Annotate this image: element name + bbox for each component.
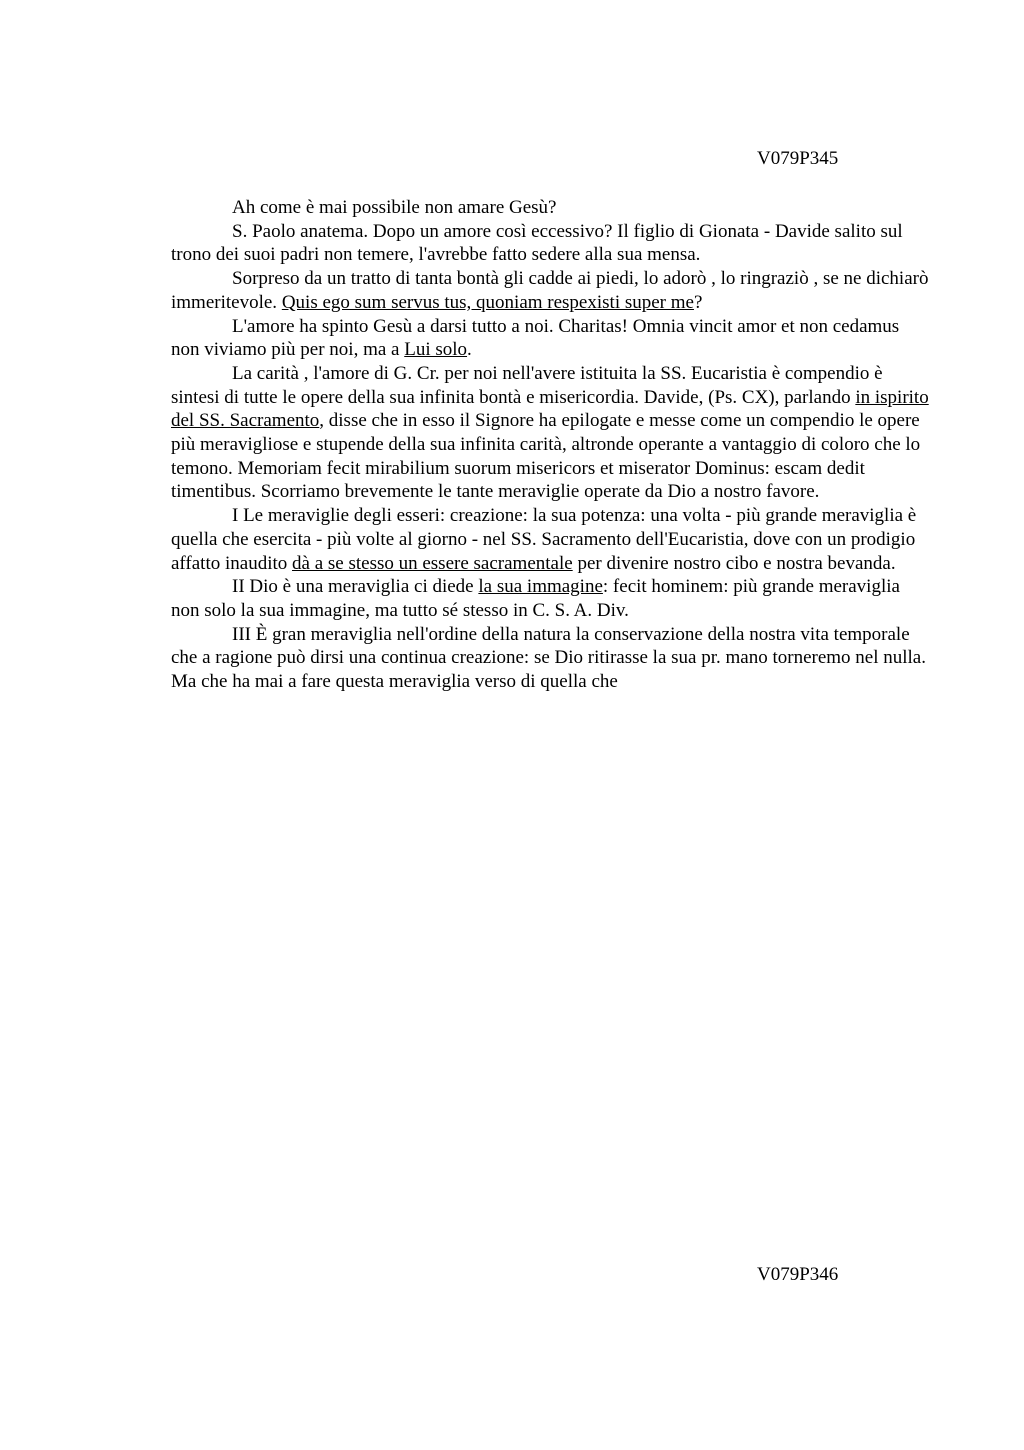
paragraph [171, 623, 929, 694]
body-text [171, 196, 929, 694]
paragraph-text: Ah come è mai possibile non amare Gesù? [232, 197, 557, 218]
underlined-text: dà a se stesso un essere sacramentale [292, 552, 573, 574]
paragraph-text: La carità , l'amore di G. Cr. per noi nell'avere istituita la SS. Eucaristia è compendio è sintesi di tutte le opere della sua infinita bontà e misericordia. Davide, (Ps. CX), parlando [171, 362, 883, 408]
underlined-text: in ispirito del SS. Sacramento [171, 386, 929, 432]
underlined-text: Quis ego sum servus tus, quoniam respexisti super me [281, 291, 694, 313]
paragraph-text: III È gran meraviglia nell'ordine della natura la conservazione della nostra vita temporale che a ragione può dirsi una continua creazione: se Dio ritirasse la sua pr. mano torneremo nel nulla. Ma che ha mai a fare questa meraviglia verso di quella che [171, 623, 926, 693]
paragraph-text: . [467, 339, 472, 361]
paragraph-text: Sorpreso da un tratto di tanta bontà gli cadde ai piedi, lo adorò , lo ringraziò , se ne dichiarò immeritevole. [171, 268, 929, 313]
page-reference-top: V079P345 [757, 148, 839, 169]
underlined-text: Lui solo [404, 339, 468, 361]
paragraph [171, 504, 929, 575]
paragraph [171, 267, 929, 314]
paragraph-text: S. Paolo anatema. Dopo un amore così eccessivo? Il figlio di Gionata - Davide salito sul trono dei suoi padri non temere, l'avrebbe fatto sedere alla sua mensa. [171, 220, 903, 266]
paragraph-text: : fecit hominem: più grande meraviglia non solo la sua immagine, ma tutto sé stesso in C. S. A. Div. [171, 576, 900, 621]
paragraph-text: ? [693, 291, 703, 313]
paragraph-text: II Dio è una meraviglia ci diede [232, 576, 479, 598]
paragraph [171, 362, 929, 504]
paragraph [171, 315, 929, 362]
page-reference-bottom: V079P346 [757, 1264, 839, 1285]
paragraph [171, 575, 929, 622]
paragraph [171, 196, 929, 220]
underlined-text: la sua immagine [478, 576, 603, 598]
paragraph-text: L'amore ha spinto Gesù a darsi tutto a noi. Charitas! Omnia vincit amor et non cedamus non viviamo più per noi, ma a [171, 315, 900, 361]
paragraph-text: I Le meraviglie degli esseri: creazione: la sua potenza: una volta - più grande meraviglia è quella che esercita - più volte al giorno - nel SS. Sacramento dell'Eucaristia, dove con un prodigio affatto inaudito [171, 505, 917, 574]
paragraph-text: per divenire nostro cibo e nostra bevanda. [572, 552, 896, 574]
paragraph [171, 220, 929, 267]
paragraph-text: , disse che in esso il Signore ha epilogate e messe come un compendio le opere più meravigliose e stupende della sua infinita carità, altronde operante a vantaggio di coloro che lo temono. Memoriam fecit mirabilium suorum misericors et miserator Dominus: escam dedit timentibus. Scorriamo brevemente le tante meraviglie operate da Dio a nostro favore. [171, 410, 921, 503]
